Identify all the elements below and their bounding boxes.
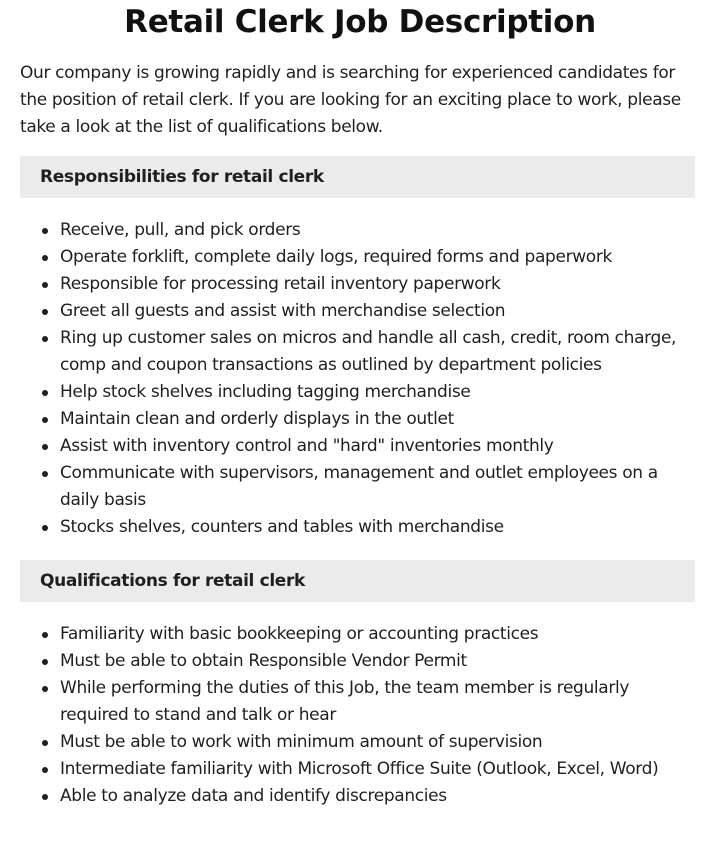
responsibilities-list bbox=[20, 217, 700, 541]
responsibilities-heading: Responsibilities for retail clerk bbox=[20, 156, 695, 198]
list-item: Responsible for processing retail inventory paperwork bbox=[60, 271, 700, 298]
qualifications-list bbox=[20, 621, 700, 810]
list-item: While performing the duties of this Job, the team member is regularly required to stand and talk or hear bbox=[60, 675, 700, 729]
list-item: Intermediate familiarity with Microsoft Office Suite (Outlook, Excel, Word) bbox=[60, 756, 700, 783]
intro-paragraph: Our company is growing rapidly and is searching for experienced candidates for the position of retail clerk. If you are looking for an exciting place to work, please take a look at the list of qualifications below. bbox=[20, 63, 681, 137]
list-item: Able to analyze data and identify discrepancies bbox=[60, 783, 700, 810]
list-item: Operate forklift, complete daily logs, required forms and paperwork bbox=[60, 244, 700, 271]
list-item: Must be able to obtain Responsible Vendor Permit bbox=[60, 648, 700, 675]
list-item: Receive, pull, and pick orders bbox=[60, 217, 700, 244]
list-item: Communicate with supervisors, management and outlet employees on a daily basis bbox=[60, 460, 700, 514]
list-item: Maintain clean and orderly displays in the outlet bbox=[60, 406, 700, 433]
list-item: Greet all guests and assist with merchandise selection bbox=[60, 298, 700, 325]
list-item: Must be able to work with minimum amount of supervision bbox=[60, 729, 700, 756]
list-item: Help stock shelves including tagging merchandise bbox=[60, 379, 700, 406]
list-item: Familiarity with basic bookkeeping or accounting practices bbox=[60, 621, 700, 648]
list-item: Stocks shelves, counters and tables with merchandise bbox=[60, 514, 700, 541]
list-item: Ring up customer sales on micros and handle all cash, credit, room charge, comp and coupon transactions as outlined by department policies bbox=[60, 325, 700, 379]
qualifications-heading: Qualifications for retail clerk bbox=[20, 560, 695, 602]
page-title: Retail Clerk Job Description bbox=[124, 4, 596, 40]
list-item: Assist with inventory control and "hard" inventories monthly bbox=[60, 433, 700, 460]
